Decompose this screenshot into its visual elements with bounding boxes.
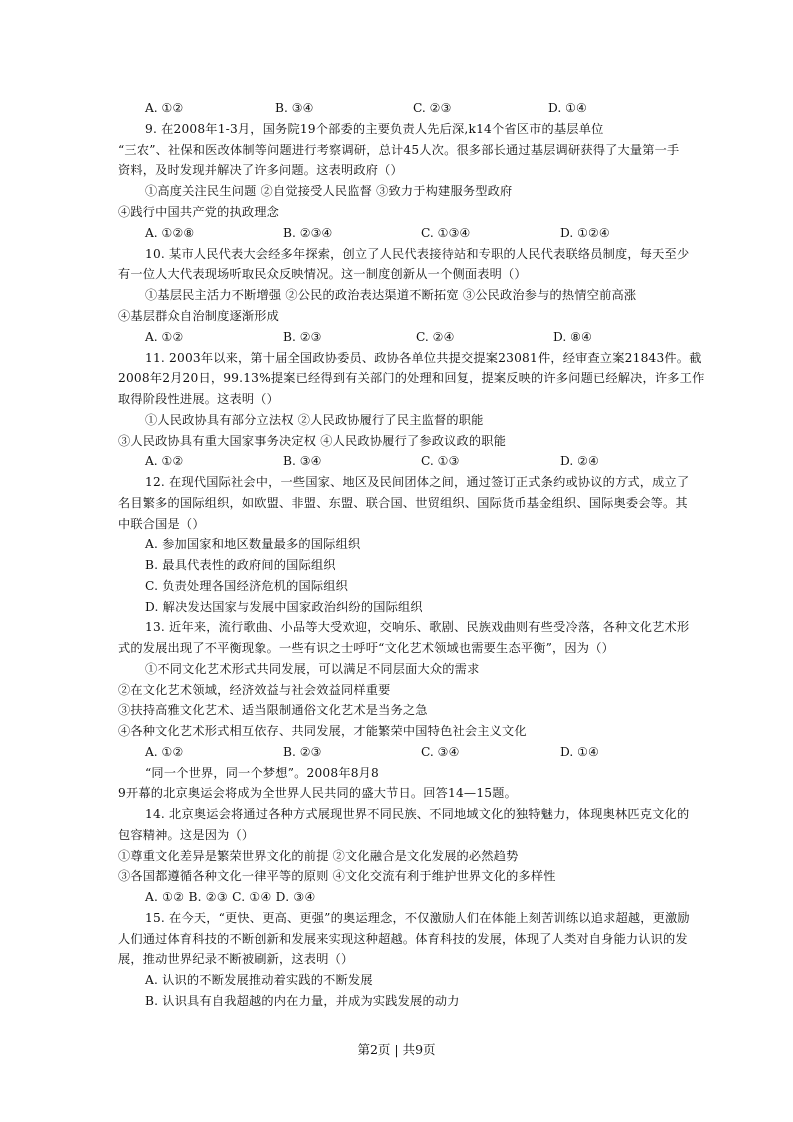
q13-option-b: B. ②③ [283, 745, 322, 759]
q14-statement: ①尊重文化差异是繁荣世界文化的前提 ②文化融合是文化发展的必然趋势 [118, 849, 519, 863]
q8-option-a: A. ①② [145, 101, 184, 115]
q8-option-b: B. ③④ [275, 101, 314, 115]
q14-stem-line: 包容精神。这是因为（） [118, 828, 255, 842]
q12-option-c: C. 负责处理各国经济危机的国际组织 [145, 579, 349, 593]
q9-option-c: C. ①③④ [421, 226, 471, 240]
q13-stem-line: 式的发展出现了不平衡现象。一些有识之士呼吁“文化艺术领域也需要生态平衡”，因为（） [118, 641, 614, 655]
q13-option-c: C. ③④ [421, 745, 460, 759]
q9-stem-line: 资料，及时发现并解决了许多问题。这表明政府（） [118, 163, 403, 177]
q10-option-a: A. ①② [145, 330, 184, 344]
q9-option-d: D. ①②④ [560, 226, 610, 240]
q8-option-c: C. ②③ [413, 101, 452, 115]
q9-stem-line: 9. 在2008年1-3月，国务院19个部委的主要负责人先后深,k14个省区市的基层单位 [145, 122, 604, 136]
reading-intro-line: 9开幕的北京奥运会将成为全世界人民共同的盛大节日。回答14—15题。 [118, 786, 518, 800]
q10-stem-line: 10. 某市人民代表大会经多年探索，创立了人民代表接待站和专职的人民代表联络员制度，每天至少 [145, 247, 690, 261]
q12-option-a: A. 参加国家和地区数量最多的国际组织 [145, 537, 361, 551]
q9-statement: ①高度关注民生问题 ②自觉接受人民监督 ③致力于构建服务型政府 [145, 184, 513, 198]
q10-statement: ①基层民主活力不断增强 ②公民的政治表达渠道不断拓宽 ③公民政治参与的热情空前高涨 [145, 288, 637, 302]
q13-option-a: A. ①② [145, 745, 184, 759]
q10-option-c: C. ②④ [416, 330, 455, 344]
q14-stem-line: 14. 北京奥运会将通过各种方式展现世界不同民族、不同地域文化的独特魅力，体现奥林匹克文化的 [145, 807, 690, 821]
q8-option-d: D. ①④ [548, 101, 587, 115]
q15-stem-line: 15. 在今天，“更快、更高、更强”的奥运理念，不仅激励人们在体能上刻苦训练以追求超越，更激励 [145, 911, 690, 925]
q9-stem-line: “三农”、社保和医改体制等问题进行考察调研，总计45人次。很多部长通过基层调研获得了大量第一手 [118, 143, 680, 157]
q9-option-b: B. ②③④ [283, 226, 333, 240]
q12-option-b: B. 最具代表性的政府间的国际组织 [145, 558, 336, 572]
q11-option-b: B. ③④ [283, 454, 322, 468]
q13-stem-line: 13. 近年来，流行歌曲、小品等大受欢迎，交响乐、歌剧、民族戏曲则有些受冷落，各种文化艺术形 [145, 620, 690, 634]
q11-option-c: C. ①③ [421, 454, 460, 468]
q11-statement: ①人民政协具有部分立法权 ②人民政协履行了民主监督的职能 [145, 413, 484, 427]
q12-stem-line: 中联合国是（） [118, 517, 205, 531]
q15-option-b: B. 认识具有自我超越的内在力量，并成为实践发展的动力 [145, 994, 460, 1008]
q11-option-d: D. ②④ [560, 454, 599, 468]
q14-options: A. ①② B. ②③ C. ①④ D. ③④ [145, 890, 316, 904]
q10-statement: ④基层群众自治制度逐渐形成 [118, 309, 280, 323]
q13-option-d: D. ①④ [560, 745, 599, 759]
q11-stem-line: 取得阶段性进展。这表明（） [118, 392, 280, 406]
q11-stem-line: 11. 2003年以来，第十届全国政协委员、政协各单位共提交提案23081件，经审查立案21843件。截 [145, 351, 702, 365]
q12-stem-line: 12. 在现代国际社会中，一些国家、地区及民间团体之间，通过签订正式条约或协议的方式，成立了 [145, 475, 690, 489]
q10-stem-line: 有一位人大代表现场听取民众反映情况。这一制度创新从一个侧面表明（） [118, 267, 527, 281]
q12-option-d: D. 解决发达国家与发展中国家政治纠纷的国际组织 [145, 600, 423, 614]
q13-statement: ④各种文化艺术形式相互依存、共同发展，才能繁荣中国特色社会主义文化 [118, 724, 527, 738]
q9-statement: ④践行中国共产党的执政理念 [118, 205, 280, 219]
q12-stem-line: 名目繁多的国际组织，如欧盟、非盟、东盟、联合国、世贸组织、国际货币基金组织、国际奥委会等。其 [118, 496, 688, 510]
reading-intro-line: “同一个世界，同一个梦想”。2008年8月8 [145, 766, 380, 780]
q15-stem-line: 人们通过体育科技的不断创新和发展来实现这种超越。体育科技的发展，体现了人类对自身能力认识的发 [118, 932, 688, 946]
q11-statement: ③人民政协具有重大国家事务决定权 ④人民政协履行了参政议政的职能 [118, 434, 507, 448]
q15-option-a: A. 认识的不断发展推动着实践的不断发展 [145, 973, 373, 987]
page-footer: 第2页 | 共9页 [357, 1042, 436, 1057]
q10-option-d: D. ⑧④ [553, 330, 592, 344]
q14-statement: ③各国都遵循各种文化一律平等的原则 ④文化交流有利于维护世界文化的多样性 [118, 869, 556, 883]
q15-stem-line: 展，推动世界纪录不断被刷新，这表明（） [118, 952, 354, 966]
q13-statement: ③扶持高雅文化艺术、适当限制通俗文化艺术是当务之急 [118, 703, 428, 717]
q9-option-a: A. ①②⑧ [145, 226, 195, 240]
q10-option-b: B. ②③ [283, 330, 322, 344]
q11-stem-line: 2008年2月20日，99.13%提案已经得到有关部门的处理和回复，提案反映的许多问题已经解决，许多工作 [118, 371, 705, 385]
q13-statement: ②在文化艺术领域，经济效益与社会效益同样重要 [118, 683, 391, 697]
q13-statement: ①不同文化艺术形式共同发展，可以满足不同层面大众的需求 [145, 662, 480, 676]
q11-option-a: A. ①② [145, 454, 184, 468]
